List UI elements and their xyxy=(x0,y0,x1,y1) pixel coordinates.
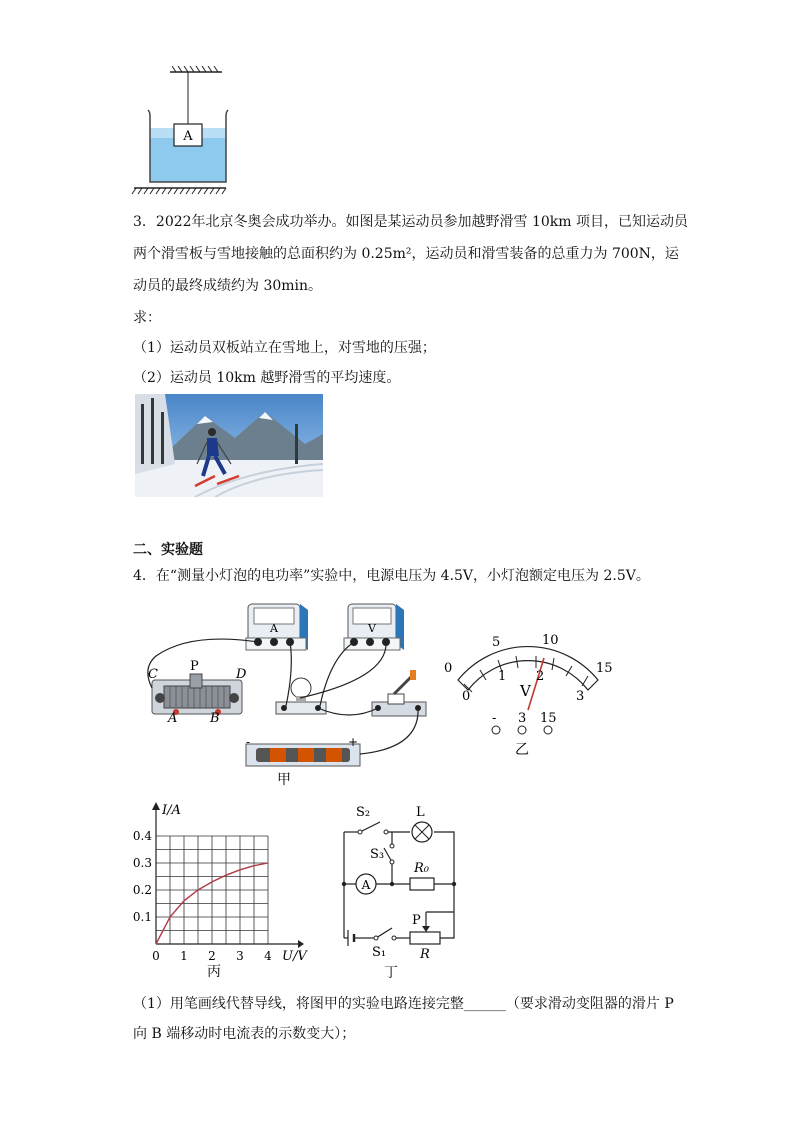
q3-line2: 两个滑雪板与雪地接触的总面积约为 0.25m²，运动员和滑雪装备的总重力为 700N，运 xyxy=(133,246,679,262)
dial-terminal-3: 3 xyxy=(518,711,527,726)
figure-yi-caption: 乙 xyxy=(515,742,529,758)
dial-inner-3: 3 xyxy=(576,689,585,704)
q4-part1-line2: 向 B 端移动时电流表的示数变大）； xyxy=(133,1026,356,1042)
block-label: A xyxy=(183,129,193,144)
figure-bing-graph xyxy=(128,800,314,982)
x-tick-label: 2 xyxy=(208,949,216,963)
section-heading: 二、实验题 xyxy=(133,542,203,558)
graph-grid xyxy=(156,836,268,944)
x-tick-label: 1 xyxy=(180,949,188,963)
y-tick-label: 0.3 xyxy=(132,856,152,870)
ding-label-lamp: L xyxy=(416,805,425,820)
q4-intro: 4．在“测量小灯泡的电功率”实验中，电源电压为 4.5V，小灯泡额定电压为 2.5V。 xyxy=(133,568,650,584)
dial-unit: V xyxy=(520,682,531,700)
q3-sub2: （2）运动员 10km 越野滑雪的平均速度。 xyxy=(133,370,401,386)
q3-sub1: （1）运动员双板站立在雪地上，对雪地的压强； xyxy=(133,340,436,356)
ammeter-meter xyxy=(246,604,308,650)
y-tick-label: 0.1 xyxy=(132,910,152,924)
rheostat-label-b: B xyxy=(210,711,220,726)
rheostat-label-d: D xyxy=(236,667,247,682)
ding-label-ammeter: A xyxy=(361,878,371,892)
dial-terminal-minus: - xyxy=(492,711,497,726)
dial-outer-0: 0 xyxy=(444,661,453,676)
ding-label-r: R xyxy=(420,947,430,962)
ding-label-s3: S₃ xyxy=(370,847,385,862)
dial-outer-15: 15 xyxy=(596,661,613,676)
x-tick-label: 4 xyxy=(264,949,272,963)
dial-inner-0: 0 xyxy=(462,689,471,704)
x-tick-label: 0 xyxy=(152,949,160,963)
figure-yi-dial xyxy=(436,630,616,764)
ding-label-s2: S₂ xyxy=(356,805,371,820)
ammeter-letter: A xyxy=(270,622,278,635)
rheostat-label-p: P xyxy=(190,659,199,674)
skier-photo xyxy=(135,394,323,497)
dial-inner-1: 1 xyxy=(498,669,507,684)
r-rheostat xyxy=(410,932,440,944)
r0-resistor xyxy=(410,878,434,890)
ding-label-s1: S₁ xyxy=(372,945,387,960)
x-tick-label: 3 xyxy=(236,949,244,963)
dial-inner-2: 2 xyxy=(536,669,545,684)
figure-ding-caption: 丁 xyxy=(384,965,398,981)
rheostat-label-a: A xyxy=(168,711,178,726)
q3-line1: 3．2022年北京冬奥会成功举办。如图是某运动员参加越野滑雪 10km 项目，已知运动员 xyxy=(133,214,689,230)
rheostat-label-c: C xyxy=(148,667,158,682)
y-axis-label: I/A xyxy=(162,803,181,818)
battery-plus: + xyxy=(348,735,359,749)
voltmeter-letter: V xyxy=(368,622,376,635)
y-tick-label: 0.4 xyxy=(132,829,152,843)
lamp-symbol xyxy=(412,822,432,842)
q3-line3: 动员的最终成绩约为 30min。 xyxy=(133,278,323,294)
figure-jia-circuit xyxy=(130,598,440,790)
dial-outer-10: 10 xyxy=(542,633,559,648)
ding-label-p: P xyxy=(412,913,421,928)
ding-label-r0: R₀ xyxy=(414,861,429,876)
x-axis-label: U/V xyxy=(282,949,307,964)
rheostat xyxy=(152,674,242,715)
battery-box xyxy=(246,744,360,766)
dial-outer-5: 5 xyxy=(492,635,501,650)
figure-ding-circuit xyxy=(336,802,476,964)
beaker-figure xyxy=(130,66,230,198)
q4-part1-line1: （1）用笔画线代替导线，将图甲的实验电路连接完整______（要求滑动变阻器的滑片 P xyxy=(133,996,674,1012)
figure-bing-caption: 丙 xyxy=(207,964,221,980)
dial-terminal-15: 15 xyxy=(540,711,557,726)
figure-jia-caption: 甲 xyxy=(277,772,291,788)
y-tick-label: 0.2 xyxy=(132,883,152,897)
battery-minus: - xyxy=(246,735,251,749)
q3-ask: 求： xyxy=(133,310,161,326)
